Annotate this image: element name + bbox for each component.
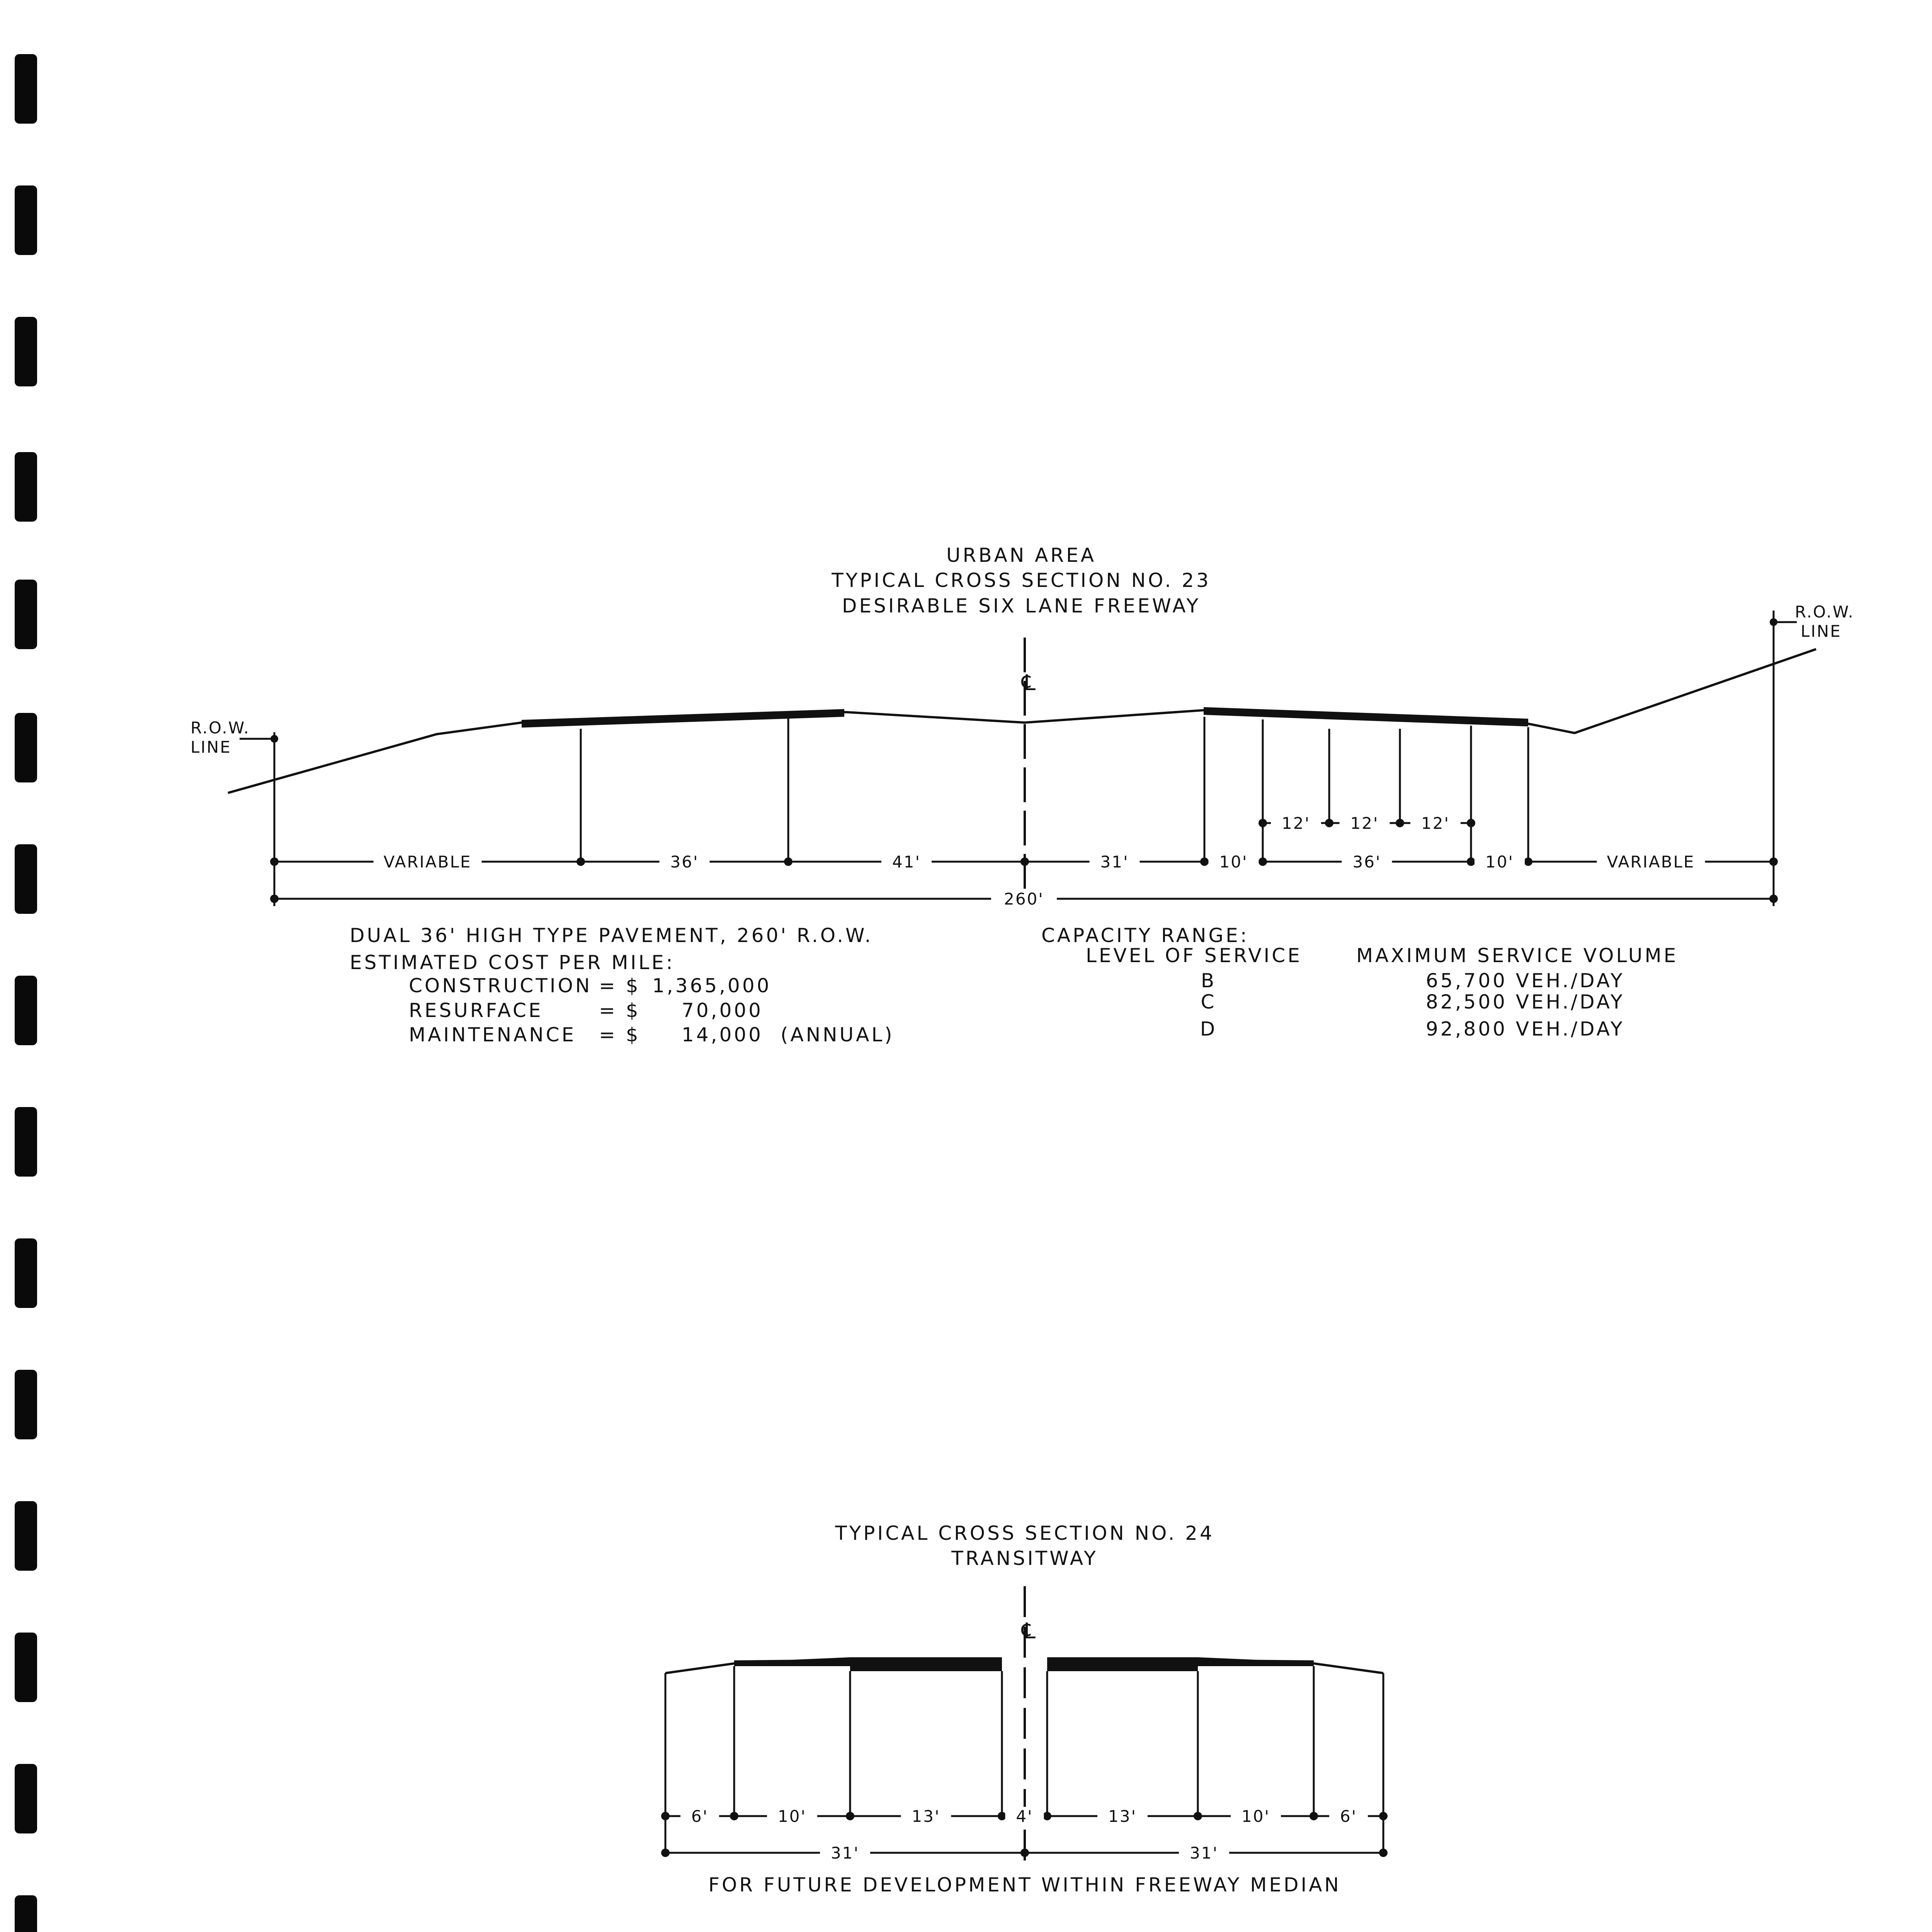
dim24-tick-6 [1310, 1812, 1318, 1820]
total23-tick-0 [270, 895, 279, 903]
capacity-volume-d: 92,800 VEH./DAY [1426, 1018, 1625, 1040]
cost-label-maintenance: MAINTENANCE [409, 1024, 577, 1046]
lane23-tick-0 [1259, 819, 1267, 827]
cost-value-resurface: 70,000 [682, 999, 763, 1022]
half24-label-0: 31' [831, 1844, 859, 1862]
dim23-tick-1 [577, 857, 585, 866]
half24-tick-0 [661, 1849, 670, 1857]
row-left-label-line1: R.O.W. [190, 718, 250, 737]
pavement-right-24 [1047, 1658, 1314, 1671]
binder-hole-11 [15, 1501, 37, 1571]
dim23-label-1: 36' [670, 852, 699, 871]
section24-title-line1: TYPICAL CROSS SECTION NO. 24 [835, 1522, 1214, 1544]
row-right-label-line1: R.O.W. [1795, 602, 1854, 621]
capacity-volume-b: 65,700 VEH./DAY [1426, 969, 1625, 992]
dim23-tick-3 [1020, 857, 1029, 866]
section-24 [661, 1522, 1388, 1896]
dim23-tick-4 [1200, 857, 1209, 866]
binder-holes [15, 54, 37, 1932]
cost-note-maintenance: (ANNUAL) [781, 1024, 895, 1046]
capacity-col-volume: MAXIMUM SERVICE VOLUME [1356, 944, 1679, 967]
binder-hole-14 [15, 1895, 37, 1932]
cost-eq-resurface: = $ [599, 999, 641, 1022]
row-right-label-line2: LINE [1801, 622, 1842, 641]
dim23-tick-0 [270, 857, 279, 866]
pavement-left-24 [734, 1658, 1002, 1671]
lane-dimension-row-23 [1259, 814, 1475, 833]
binder-hole-4 [15, 580, 37, 649]
dim23-label-5: 36' [1352, 852, 1381, 871]
binder-hole-9 [15, 1238, 37, 1308]
dim23-label-0: VARIABLE [383, 852, 472, 871]
binder-hole-8 [15, 1107, 37, 1177]
dim24-label-3: 4' [1016, 1807, 1033, 1826]
half24-tick-2 [1379, 1849, 1388, 1857]
dim24-label-2: 13' [912, 1807, 940, 1826]
binder-hole-6 [15, 844, 37, 914]
section24-title-line2: TRANSITWAY [951, 1547, 1098, 1570]
binder-hole-1 [15, 185, 37, 255]
dim24-tick-1 [730, 1812, 738, 1820]
dim24-label-4: 13' [1108, 1807, 1137, 1826]
cost-eq-maintenance: = $ [599, 1024, 641, 1046]
cost-heading: ESTIMATED COST PER MILE: [350, 951, 675, 974]
binder-hole-2 [15, 317, 37, 386]
total-dimension-23 [270, 889, 1778, 908]
dim23-label-7: VARIABLE [1607, 852, 1695, 871]
lane23-label-1: 12' [1350, 814, 1379, 833]
dimension-row-24 [661, 1807, 1388, 1826]
capacity-col-los: LEVEL OF SERVICE [1086, 944, 1302, 967]
dim23-tick-7 [1524, 857, 1532, 866]
binder-hole-13 [15, 1764, 37, 1833]
lane23-tick-1 [1325, 819, 1333, 827]
total23-label: 260' [1004, 889, 1044, 908]
half24-tick-1 [1020, 1849, 1029, 1857]
centerline-symbol-23: ℄ [1022, 670, 1036, 696]
section24-caption: FOR FUTURE DEVELOPMENT WITHIN FREEWAY MEDIAN [708, 1874, 1341, 1896]
dim23-label-2: 41' [892, 852, 921, 871]
capacity-los-d: D [1200, 1018, 1218, 1040]
section-23 [190, 544, 1854, 1046]
dim24-label-1: 10' [778, 1807, 806, 1826]
lane23-label-2: 12' [1421, 814, 1450, 833]
dim23-label-6: 10' [1485, 852, 1514, 871]
capacity-heading: CAPACITY RANGE: [1041, 924, 1249, 947]
dim24-label-5: 10' [1242, 1807, 1270, 1826]
dim24-label-0: 6' [691, 1807, 709, 1826]
dim24-tick-4 [1043, 1812, 1051, 1820]
lane23-tick-2 [1396, 819, 1404, 827]
cost-eq-construction: = $ [599, 975, 641, 997]
cost-label-resurface: RESURFACE [409, 999, 543, 1022]
binder-hole-7 [15, 976, 37, 1045]
centerline-symbol-24: ℄ [1022, 1619, 1036, 1644]
binder-hole-10 [15, 1370, 37, 1439]
capacity-los-c: C [1201, 991, 1217, 1013]
dim24-label-6: 6' [1340, 1807, 1357, 1826]
section23-title-line1: URBAN AREA [946, 544, 1096, 566]
capacity-los-b: B [1201, 969, 1217, 992]
section23-title-line3: DESIRABLE SIX LANE FREEWAY [842, 595, 1201, 617]
dim23-tick-5 [1259, 857, 1267, 866]
binder-hole-3 [15, 452, 37, 522]
pavement-left-23 [522, 709, 844, 728]
section23-title-line2: TYPICAL CROSS SECTION NO. 23 [832, 569, 1211, 592]
dim24-tick-3 [998, 1812, 1006, 1820]
dim24-tick-2 [846, 1812, 854, 1820]
cost-value-construction: 1,365,000 [652, 975, 772, 997]
dim23-tick-8 [1769, 857, 1778, 866]
cost-label-construction: CONSTRUCTION [409, 975, 592, 997]
dim23-tick-6 [1467, 857, 1475, 866]
dim24-tick-7 [1379, 1812, 1388, 1820]
lane23-tick-3 [1467, 819, 1475, 827]
binder-hole-5 [15, 713, 37, 782]
pavement-note: DUAL 36' HIGH TYPE PAVEMENT, 260' R.O.W. [350, 924, 873, 947]
dim23-label-4: 10' [1219, 852, 1248, 871]
capacity-volume-c: 82,500 VEH./DAY [1426, 991, 1625, 1013]
dim23-label-3: 31' [1100, 852, 1129, 871]
dim23-tick-2 [784, 857, 793, 866]
dim24-tick-0 [661, 1812, 670, 1820]
binder-hole-12 [15, 1633, 37, 1702]
half24-label-1: 31' [1190, 1844, 1218, 1862]
binder-hole-0 [15, 54, 37, 124]
cost-value-maintenance: 14,000 [682, 1024, 763, 1046]
dim24-tick-5 [1194, 1812, 1202, 1820]
lane23-label-0: 12' [1282, 814, 1310, 833]
row-left-label-line2: LINE [190, 738, 231, 757]
pavement-right-23 [1204, 707, 1528, 726]
total23-tick-1 [1769, 895, 1778, 903]
